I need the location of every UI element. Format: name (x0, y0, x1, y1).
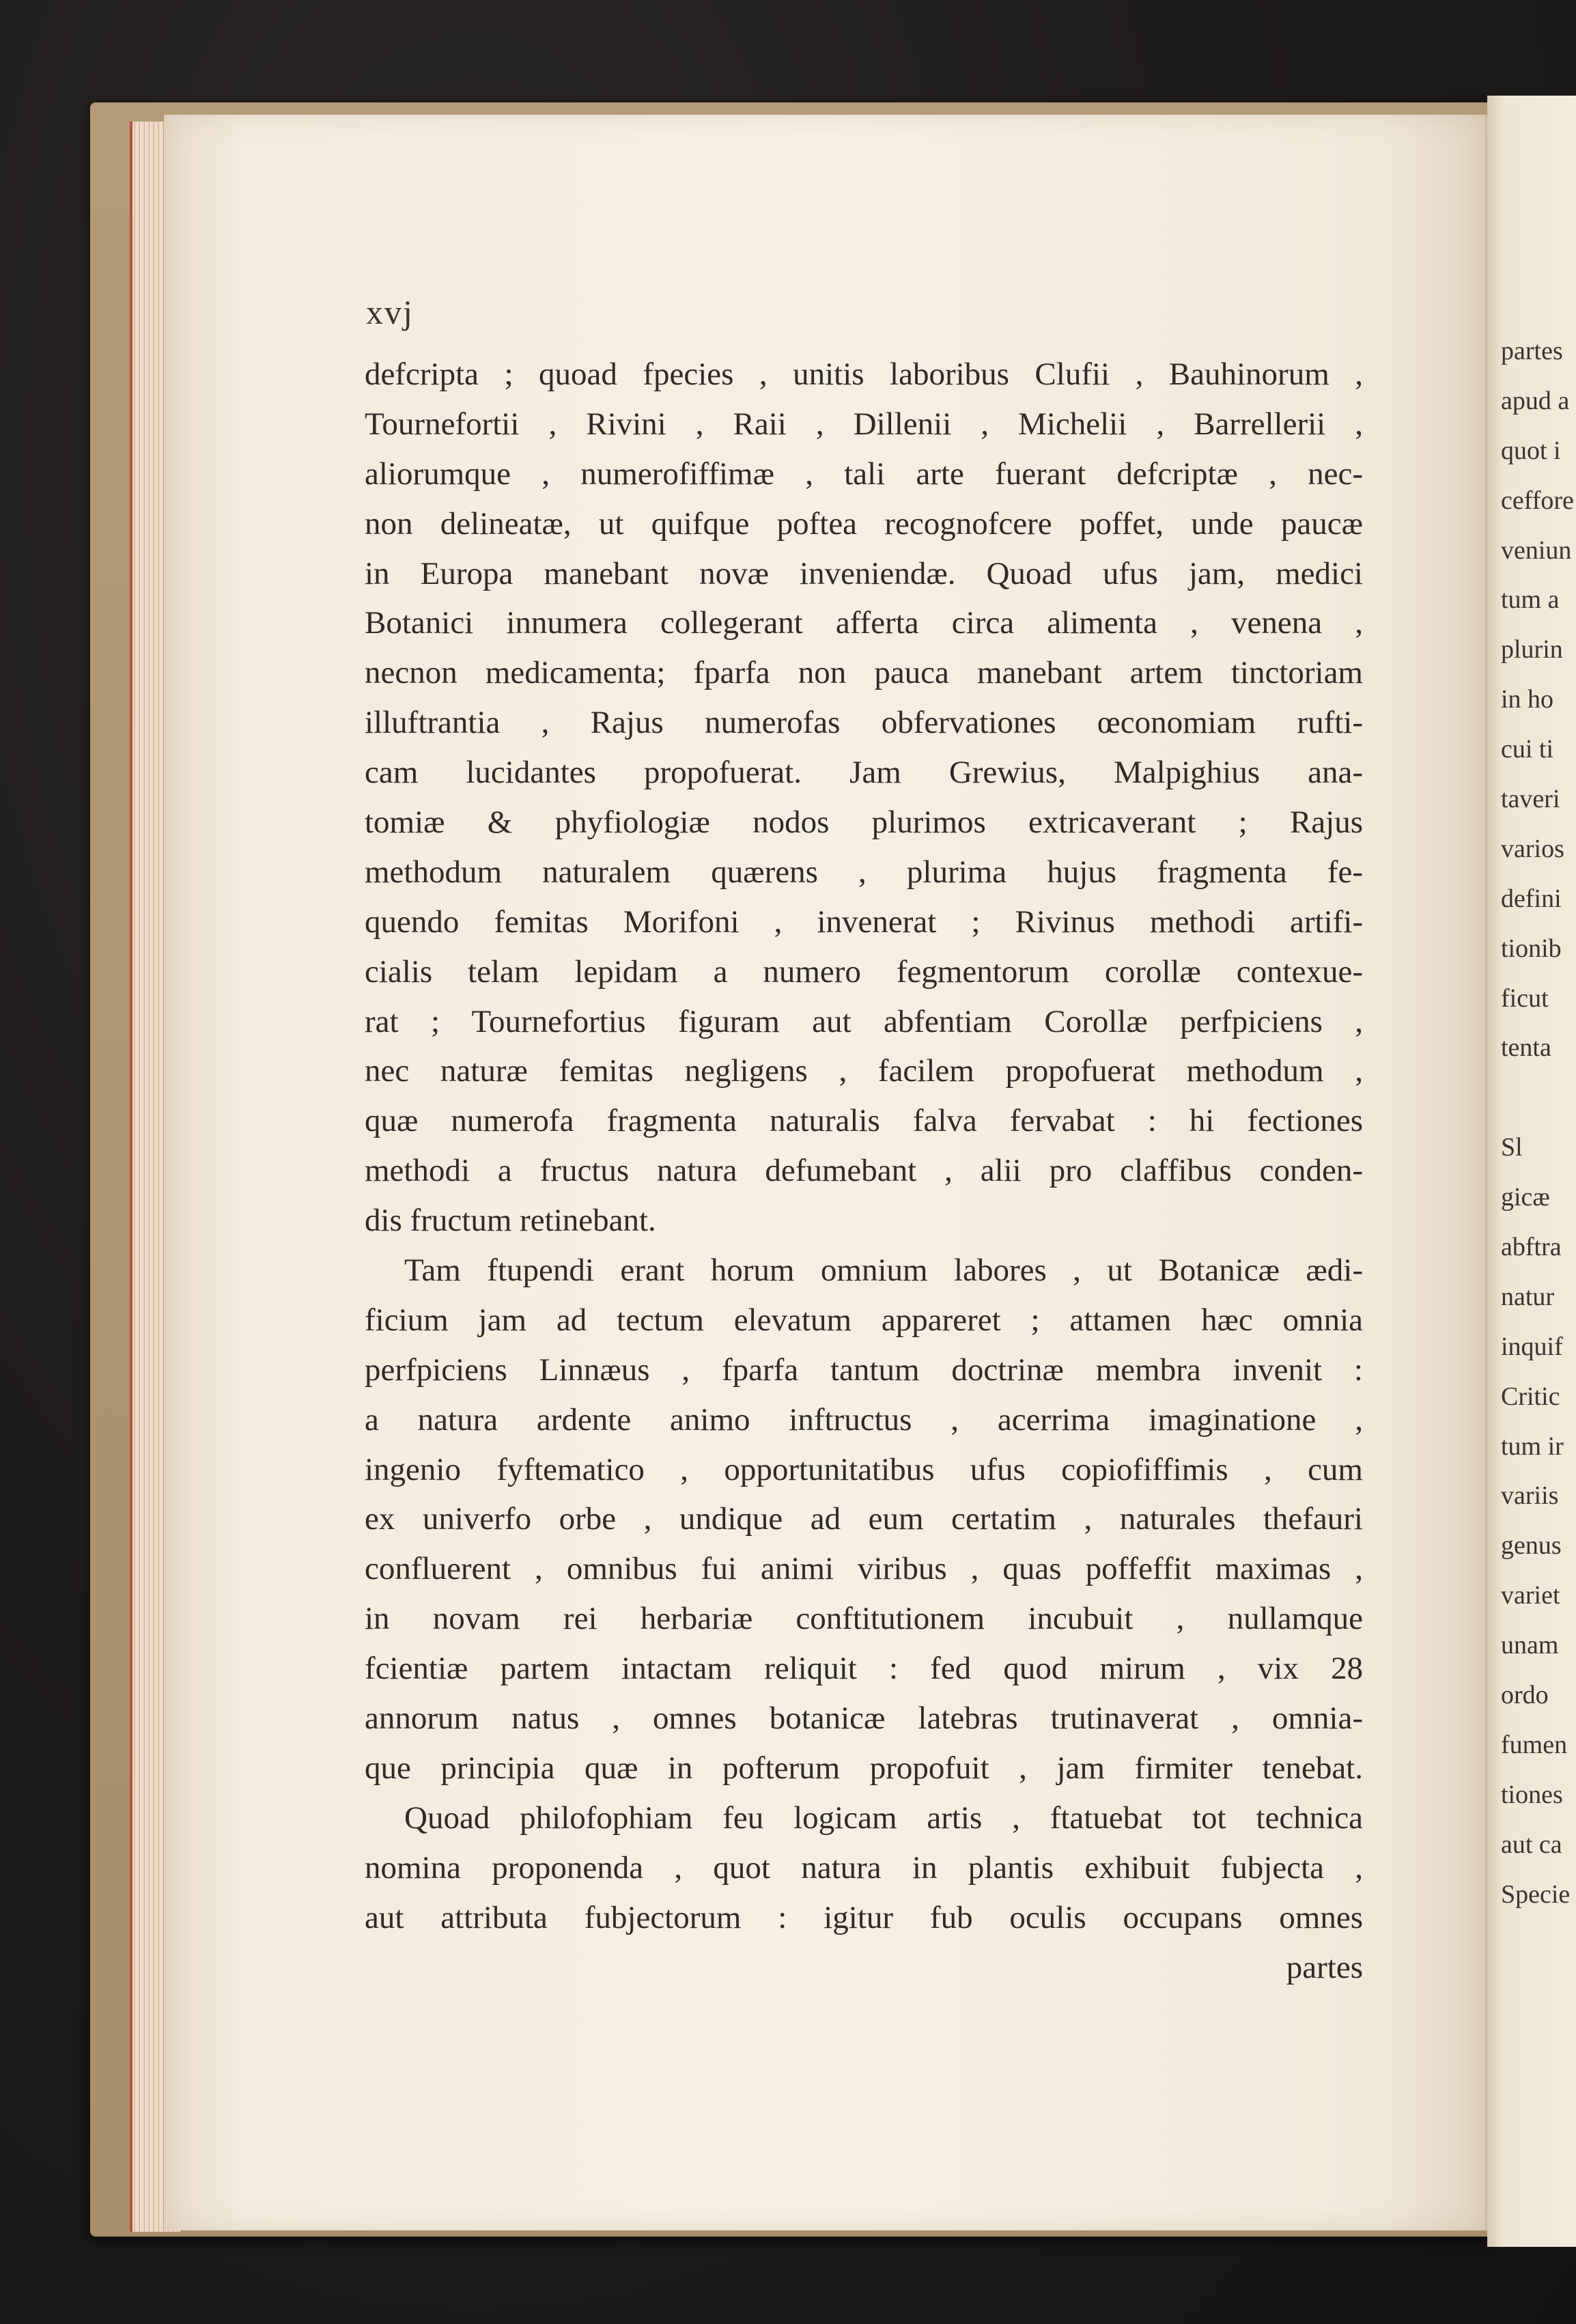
facing-page-fragment: ficut (1501, 983, 1549, 1013)
text-line: cam lucidantes propofuerat. Jam Grewius, Malpighius ana- (365, 755, 1363, 791)
text-line: aliorumque , numerofiffimæ , tali arte fuerant defcriptæ , nec- (365, 456, 1363, 492)
text-line: quendo femitas Morifoni , invenerat ; Rivinus methodi artifi- (365, 904, 1363, 940)
facing-page-fragment: varios (1501, 834, 1564, 863)
facing-page-fragment (1501, 1073, 1576, 1123)
text-line: illuftrantia , Rajus numerofas obfervationes œconomiam rufti- (365, 705, 1363, 741)
facing-page-fragment: Critic (1501, 1382, 1560, 1411)
facing-page-fragment: inquif (1501, 1332, 1563, 1361)
facing-page-fragment: partes (1501, 337, 1563, 365)
text-line: Tam ftupendi erant horum omnium labores , ut Botanicæ ædi- (404, 1252, 1363, 1289)
text-line: dis fructum retinebant. (365, 1203, 656, 1239)
facing-page-fragment: abftra (1501, 1233, 1562, 1262)
text-line: a natura ardente animo inftructus , acerrima imaginatione , (365, 1401, 1363, 1438)
facing-page-fragment: quot i (1501, 436, 1561, 465)
facing-page-fragment: fumen (1501, 1730, 1568, 1759)
facing-page-fragment: plurin (1501, 635, 1563, 664)
page-body-text (365, 350, 1363, 1992)
text-line: in novam rei herbariæ conftitutionem incubuit , nullamque (365, 1601, 1363, 1637)
text-line: confluerent , omnibus fui animi viribus , quas poffeffit maximas , (365, 1551, 1363, 1587)
text-line: cialis telam lepidam a numero fegmentorum corollæ contexue- (365, 953, 1363, 990)
facing-page-fragment: ordo (1501, 1681, 1549, 1710)
facing-page-fragment: variet (1501, 1581, 1560, 1610)
facing-page-fragment: Sl (1501, 1133, 1523, 1162)
text-line: ingenio fyftematico , opportunitatibus ufus copiofiffimis , cum (365, 1451, 1363, 1487)
facing-page-fragment: natur (1501, 1282, 1555, 1311)
text-line: ficium jam ad tectum elevatum appareret ; attamen hæc omnia (365, 1302, 1363, 1338)
text-line: fcientiæ partem intactam reliquit : fed quod mirum , vix 28 (365, 1651, 1363, 1687)
text-line: tomiæ & phyfiologiæ nodos plurimos extricaverant ; Rajus (365, 804, 1363, 841)
facing-page-fragment: tionib (1501, 934, 1562, 963)
text-line: aut attributa fubjectorum : igitur fub oculis occupans omnes (365, 1899, 1363, 1935)
text-line: rat ; Tournefortius figuram aut abfentiam Corollæ perfpiciens , (365, 1003, 1363, 1039)
facing-page-fragment: unam (1501, 1631, 1559, 1660)
text-line: quæ numerofa fragmenta naturalis falva fervabat : hi fectiones (365, 1103, 1363, 1139)
text-line: methodum naturalem quærens , plurima hujus fragmenta fe- (365, 854, 1363, 890)
text-line: perfpiciens Linnæus , fparfa tantum doctrinæ membra invenit : (365, 1352, 1363, 1388)
facing-page-fragment: aut ca (1501, 1830, 1562, 1859)
text-line: Quoad philofophiam feu logicam artis , ftatuebat tot technica (404, 1800, 1363, 1836)
facing-page-fragment: tum a (1501, 585, 1560, 615)
facing-page-fragment: tum ir (1501, 1431, 1564, 1461)
facing-page-fragment: genus (1501, 1531, 1562, 1560)
facing-page-fragment: gicæ (1501, 1183, 1550, 1212)
facing-page-fragment: variis (1501, 1481, 1559, 1511)
text-line: que principia quæ in pofterum propofuit , jam firmiter tenebat. (365, 1750, 1363, 1786)
text-line: nec naturæ femitas negligens , facilem propofuerat methodum , (365, 1053, 1363, 1089)
facing-page-fragment: Specie (1501, 1879, 1571, 1909)
facing-page-fragment: cui ti (1501, 735, 1554, 764)
facing-page-fragment: veniun (1501, 535, 1572, 565)
text-line: methodi a fructus natura defumebant , alii pro claffibus conden- (365, 1153, 1363, 1189)
facing-page-fragment: defini (1501, 884, 1562, 913)
text-line: necnon medicamenta; fparfa non pauca manebant artem tinctoriam (365, 655, 1363, 691)
text-line: annorum natus , omnes botanicæ latebras trutinaverat , omnia- (365, 1700, 1363, 1737)
text-line: in Europa manebant novæ inveniendæ. Quoad ufus jam, medici (365, 555, 1363, 591)
text-line: nomina proponenda , quot natura in plantis exhibuit fubjecta , (365, 1849, 1363, 1886)
facing-page (1487, 96, 1576, 2247)
facing-page-fragment: tiones (1501, 1780, 1563, 1809)
text-line: ex univerfo orbe , undique ad eum certatim , naturales thefauri (365, 1501, 1363, 1537)
text-line: Botanici innumera collegerant afferta circa alimenta , venena , (365, 605, 1363, 641)
page-number: xvj (366, 293, 414, 331)
text-line: Tournefortii , Rivini , Raii , Dillenii , Michelii , Barrellerii , (365, 406, 1363, 442)
text-line: non delineatæ, ut quifque poftea recognofcere poffet, unde paucæ (365, 505, 1363, 542)
facing-page-fragment: ceffore (1501, 486, 1574, 515)
text-line: defcripta ; quoad fpecies , unitis laboribus Clufii , Bauhinorum , (365, 356, 1363, 392)
facing-page-fragment: tenta (1501, 1033, 1551, 1063)
facing-page-fragment: in ho (1501, 685, 1554, 714)
text-line: partes (1286, 1949, 1363, 1985)
facing-page-fragment: apud a (1501, 386, 1570, 415)
facing-page-fragment: taveri (1501, 785, 1560, 814)
facing-page-text (1501, 326, 1576, 1920)
